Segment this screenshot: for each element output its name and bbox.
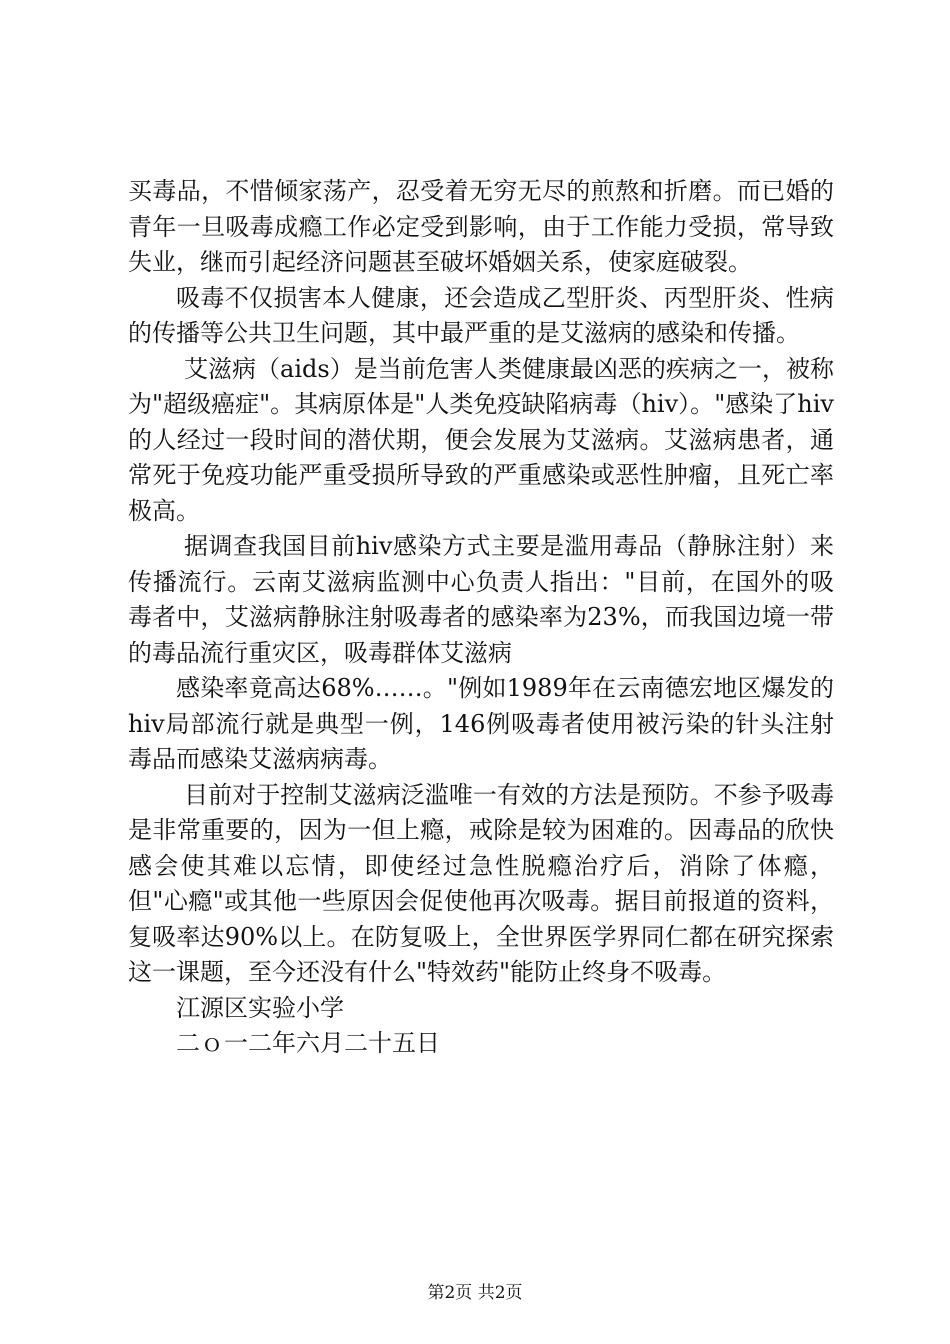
document-body — [128, 174, 834, 1062]
paragraph-public-health: 吸毒不仅损害本人健康，还会造成乙型肝炎、丙型肝炎、性病的传播等公共卫生问题，其中最严重的是艾滋病的感染和传播。 — [128, 283, 834, 347]
paragraph-prevention: 目前对于控制艾滋病泛滥唯一有效的方法是预防。不参予吸毒是非常重要的，因为一但上瘾，戒除是较为困难的。因毒品的欣快感会使其难以忘情，即使经过急性脱瘾治疗后，消除了体瘾，但"心瘾"或其他一些原因会促使他再次吸毒。据目前报道的资料，复吸率达90%以上。在防复吸上，全世界医学界同仁都在研究探索这一课题，至今还没有什么"特效药"能防止终身不吸毒。 — [128, 780, 834, 986]
paragraph-continuation: 买毒品，不惜倾家荡产，忍受着无穷无尽的煎熬和折磨。而已婚的青年一旦吸毒成瘾工作必定受到影响，由于工作能力受损，常导致失业，继而引起经济问题甚至破坏婚姻关系，使家庭破裂。 — [128, 177, 834, 276]
paragraph-aids-intro: 艾滋病（aids）是当前危害人类健康最凶恶的疾病之一，被称为"超级癌症"。其病原体是"人类免疫缺陷病毒（hiv）。"感染了hiv的人经过一段时间的潜伏期，便会发展为艾滋病。艾滋病患者，通常死于免疫功能严重受损所导致的严重感染或恶性肿瘤，且死亡率极高。 — [128, 354, 834, 525]
page-footer — [0, 1282, 950, 1304]
signature-date: 二ｏ一二年六月二十五日 — [176, 1029, 440, 1057]
signature-organization: 江源区实验小学 — [176, 993, 344, 1022]
paragraph-survey: 据调查我国目前hiv感染方式主要是滥用毒品（静脉注射）来传播流行。云南艾滋病监测中心负责人指出："目前，在国外的吸毒者中，艾滋病静脉注射吸毒者的感染率为23%，而我国边境一带的毒品流行重灾区，吸毒群体艾滋病 — [128, 532, 834, 667]
paragraph-infection-rate: 感染率竟高达68%……。"例如1989年在云南德宏地区爆发的hiv局部流行就是典型一例，146例吸毒者使用被污染的针头注射毒品而感染艾滋病病毒。 — [128, 674, 834, 773]
page-number-label: 第2页 共2页 — [427, 1283, 523, 1303]
